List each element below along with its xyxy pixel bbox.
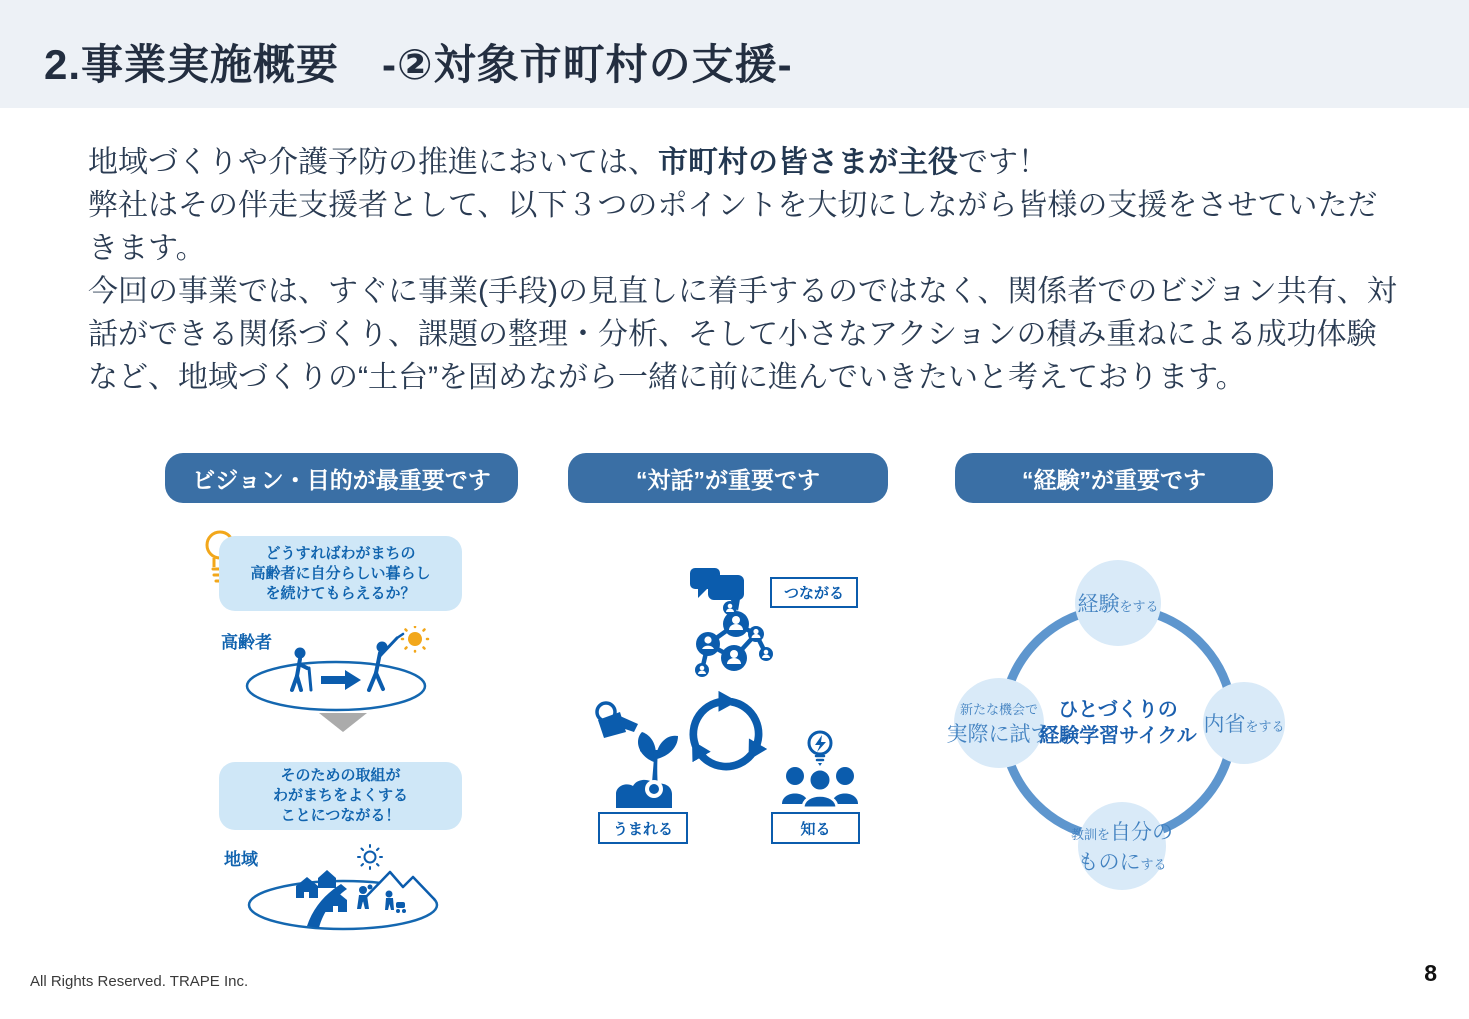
people-network-icon [695,601,773,677]
tag-born: うまれる [598,812,688,844]
pill-dialogue: “対話”が重要です [568,453,888,503]
cycle-title: ひとづくりの 経験学習サイクル [1039,699,1197,747]
idea-bulb-icon [809,732,831,766]
golfer-icon [369,634,403,690]
header-bar [0,0,1469,108]
person-with-cane-icon [292,648,311,691]
watering-can-sprout-icon [592,690,692,808]
down-triangle-icon [318,712,368,734]
sun-icon [402,627,428,652]
copyright-text: All Rights Reserved. TRAPE Inc. [30,973,249,990]
line-sun-icon [358,845,382,869]
vision-answer-bubble: そのための取組が わがまちをよくする ことにつながる！ [219,762,462,830]
speech-bubbles-icon [686,566,776,682]
elderly-label: 高齢者 [221,633,272,652]
vision-question-bubble: どうすればわがまちの 高齢者に自分らしい暮らし を続けてもらえるか？ [219,536,462,611]
intro-line-2: 弊社はその伴走支援者として、以下３つのポイントを大切にしながら皆様の支援をさせていただきます。 [88,189,1378,265]
cycle-arrows-icon [678,686,774,782]
page-title: 2.事業実施概要 -②対象市町村の支援- [44,41,793,88]
tag-know: 知る [771,812,860,844]
cycle-step-try: 新たな機会で 実際に試す [954,678,1044,768]
pill-experience: “経験”が重要です [955,453,1273,503]
cycle-step-reflection: 内省 をする [1203,682,1285,764]
tag-connect: つながる [770,577,858,608]
town-landscape-illustration [243,842,443,934]
intro-line-1: 地域づくりや介護予防の推進においては、市町村の皆さまが主役です！ [88,146,1048,179]
arrow-right-icon [321,670,361,690]
pill-vision: ビジョン・目的が最重要です [165,453,518,503]
cycle-step-lesson: 教訓を 自分の ものに する [1078,802,1166,890]
intro-text [88,141,1404,399]
elderly-transformation-illustration [243,626,435,718]
intro-bold-phrase: 市町村の皆さまが主役 [658,146,958,179]
cycle-step-experience: 経験 をする [1075,560,1161,646]
intro-line-3: 今回の事業では、すぐに事業(手段)の見直しに着手するのではなく、関係者でのビジョン共有、対話ができる関係づくり、課題の整理・分析、そして小さなアクションの積み重ねによる成功体験など、地域づくりの“土台”を固めながら一緒に前に進んでいきたいと考えております。 [88,275,1397,394]
page-number: 8 [1424,960,1437,986]
group-idea-icon [780,730,860,810]
region-label: 地域 [224,850,258,869]
